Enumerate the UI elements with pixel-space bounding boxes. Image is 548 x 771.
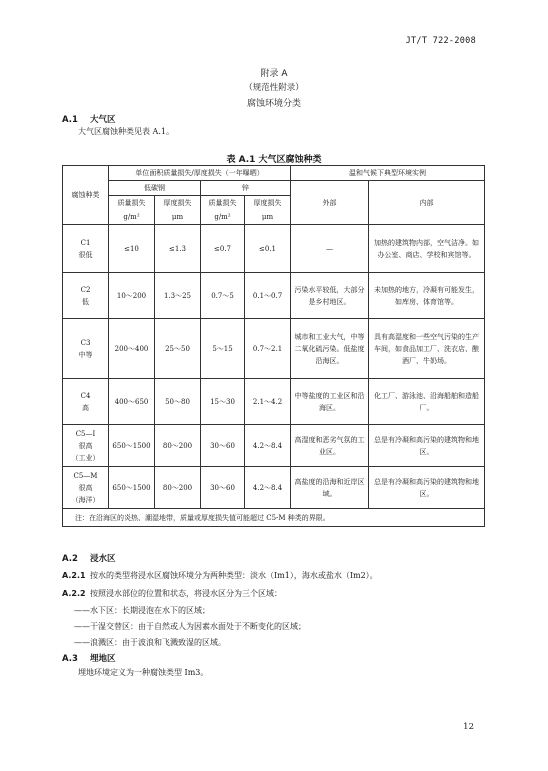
table-row xyxy=(63,425,485,467)
cell-steel-thick: 25～50 xyxy=(155,319,201,379)
cell-zinc-thick: 4.2～8.4 xyxy=(245,425,291,467)
table-caption: 表 A.1 大气区腐蚀种类 xyxy=(226,155,322,165)
table-row xyxy=(63,319,485,379)
table-note: 注：在沿海区的炎热、潮湿地带，质量或厚度损失值可能超过 C5-M 种类的界限。 xyxy=(63,509,485,527)
section-a1-text: 大气区腐蚀种类见表 A.1。 xyxy=(78,127,174,136)
section-a1-heading xyxy=(62,113,116,125)
table-row xyxy=(63,379,485,425)
standard-code: JT/T 722-2008 xyxy=(405,36,476,46)
cell-steel-thick: 80～200 xyxy=(155,467,201,509)
section-a3-text: 埋地环境定义为一种腐蚀类型 Im3。 xyxy=(78,668,209,677)
cell-zinc-thick: ≤0.1 xyxy=(245,225,291,273)
section-number: A.1 xyxy=(62,115,78,125)
header-zinc-mass: 质量损失 xyxy=(201,196,245,211)
section-number: A.2 xyxy=(62,554,78,564)
table-note-row xyxy=(63,509,485,527)
list-item: ——浪溅区：由于波浪和飞溅致湿的区域。 xyxy=(74,638,226,647)
table-row xyxy=(63,225,485,273)
cell-steel-mass: 650～1500 xyxy=(109,425,155,467)
clause-a21 xyxy=(62,570,378,581)
cell-zinc-mass: 30～60 xyxy=(201,425,245,467)
cell-outer: — xyxy=(291,225,369,273)
header-env-group: 温和气候下典型环境实例 xyxy=(291,166,485,181)
header-steel-thick: 厚度损失 xyxy=(155,196,201,211)
cell-zinc-thick: 0.1～0.7 xyxy=(245,273,291,319)
section-a2-heading xyxy=(62,552,116,564)
cell-zinc-mass: 0.7～5 xyxy=(201,273,245,319)
header-zinc-thick: 厚度损失 xyxy=(245,196,291,211)
annex-name: 腐蚀环境分类 xyxy=(246,99,301,109)
cell-steel-thick: 50～80 xyxy=(155,379,201,425)
cell-zinc-mass: ≤0.7 xyxy=(201,225,245,273)
cell-outer: 城市和工业大气，中等二氧化硫污染。低盐度沿海区。 xyxy=(291,319,369,379)
page-number: 12 xyxy=(463,722,474,732)
cell-type: C5—M 很高 （海洋） xyxy=(63,467,109,509)
cell-steel-thick: ≤1.3 xyxy=(155,225,201,273)
unit-steel-mass: g/m² xyxy=(109,210,155,225)
header-mass-loss-group: 单位面积质量损失/厚度损失（一年曝晒） xyxy=(109,166,291,181)
header-corrosion-type: 腐蚀种类 xyxy=(63,166,109,225)
cell-zinc-thick: 0.7～2.1 xyxy=(245,319,291,379)
annex-subtitle: （规范性附录） xyxy=(244,83,304,93)
cell-zinc-thick: 4.2～8.4 xyxy=(245,467,291,509)
section-title: 浸水区 xyxy=(90,554,116,564)
clause-number: A.2.1 xyxy=(62,571,86,580)
cell-steel-thick: 80～200 xyxy=(155,425,201,467)
header-steel-mass: 质量损失 xyxy=(109,196,155,211)
header-inner: 内部 xyxy=(369,181,485,225)
cell-steel-mass: ≤10 xyxy=(109,225,155,273)
header-steel: 低碳钢 xyxy=(109,181,201,196)
cell-steel-mass: 10～200 xyxy=(109,273,155,319)
cell-outer: 高盐度的沿海和近岸区域。 xyxy=(291,467,369,509)
section-number: A.3 xyxy=(62,654,78,664)
cell-type: C5—I 很高 （工业） xyxy=(63,425,109,467)
cell-zinc-mass: 15～30 xyxy=(201,379,245,425)
cell-inner: 未加热的地方，冷凝有可能发生，如库房、体育馆等。 xyxy=(369,273,485,319)
cell-steel-mass: 200～400 xyxy=(109,319,155,379)
cell-steel-mass: 400～650 xyxy=(109,379,155,425)
cell-inner: 总是有冷凝和高污染的建筑物和地区。 xyxy=(369,467,485,509)
cell-zinc-thick: 2.1～4.2 xyxy=(245,379,291,425)
cell-steel-thick: 1.3～25 xyxy=(155,273,201,319)
cell-outer: 高湿度和恶劣气氛的工业区。 xyxy=(291,425,369,467)
cell-type: C3 中等 xyxy=(63,319,109,379)
clause-text: 按照浸水部位的位置和状态，将浸水区分为三个区域： xyxy=(90,589,282,598)
cell-inner: 化工厂、游泳池、沿海船舶和造船厂。 xyxy=(369,379,485,425)
cell-steel-mass: 650～1500 xyxy=(109,467,155,509)
cell-zinc-mass: 30～60 xyxy=(201,467,245,509)
unit-zinc-thick: μm xyxy=(245,210,291,225)
header-zinc: 锌 xyxy=(201,181,291,196)
cell-outer: 污染水平较低，大部分是乡村地区。 xyxy=(291,273,369,319)
cell-inner: 加热的建筑物内部，空气洁净。如办公室、商店、学校和宾馆等。 xyxy=(369,225,485,273)
list-item: ——水下区：长期浸泡在水下的区域； xyxy=(74,606,210,615)
section-title: 大气区 xyxy=(90,115,116,125)
table-row xyxy=(63,273,485,319)
cell-zinc-mass: 5～15 xyxy=(201,319,245,379)
annex-title: 附录 A xyxy=(260,69,288,79)
clause-a22 xyxy=(62,588,282,599)
cell-type: C4 高 xyxy=(63,379,109,425)
cell-type: C1 很低 xyxy=(63,225,109,273)
clause-text: 按水的类型将浸水区腐蚀环境分为两种类型：淡水（Im1），海水或盐水（Im2）。 xyxy=(90,571,378,580)
unit-zinc-mass: g/m² xyxy=(201,210,245,225)
table-row xyxy=(63,467,485,509)
cell-outer: 中等盐度的工业区和沿海区。 xyxy=(291,379,369,425)
section-a3-heading xyxy=(62,652,116,664)
clause-number: A.2.2 xyxy=(62,589,86,598)
cell-inner: 具有高湿度和一些空气污染的生产车间，如食品加工厂、洗衣店、酿酒厂、牛奶场。 xyxy=(369,319,485,379)
cell-inner: 总是有冷凝和高污染的建筑物和地区。 xyxy=(369,425,485,467)
corrosion-table xyxy=(62,165,485,527)
unit-steel-thick: μm xyxy=(155,210,201,225)
list-item: ——干湿交替区：由于自然或人为因素水面处于不断变化的区域； xyxy=(74,622,306,631)
cell-type: C2 低 xyxy=(63,273,109,319)
header-outer: 外部 xyxy=(291,181,369,225)
section-title: 埋地区 xyxy=(90,654,116,664)
